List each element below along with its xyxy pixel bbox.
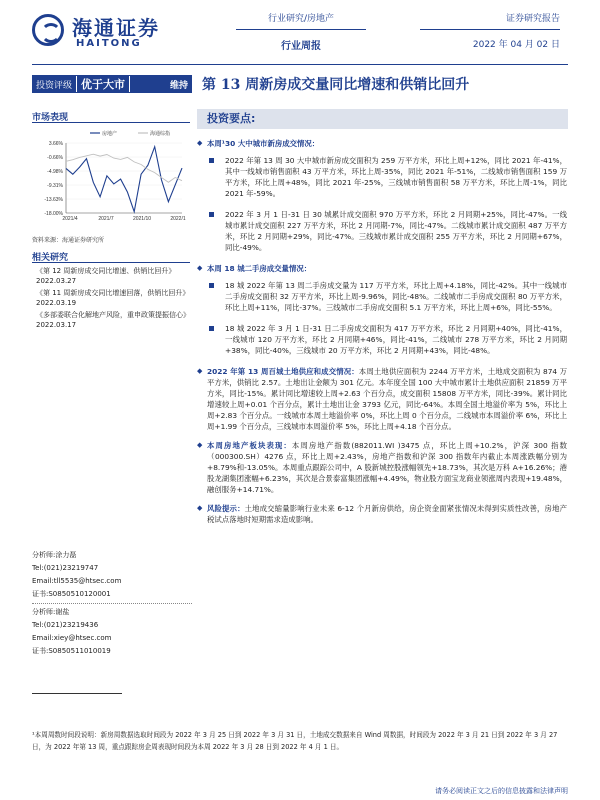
analyst-cert: 证书:S0850511010019	[32, 647, 111, 655]
section-heading: 本周¹30 大中城市新房成交情况：	[207, 139, 320, 148]
report-category-block	[236, 11, 366, 52]
section-sector	[197, 440, 567, 495]
company-name-en: HAITONG	[76, 38, 142, 49]
analyst-tel: Tel:(021)23219747	[32, 564, 99, 572]
y-tick-label: -4.98%	[47, 169, 63, 175]
x-tick-label: 2022/1	[170, 216, 186, 222]
analyst-contacts	[32, 549, 192, 658]
related-section-title: 相关研究	[32, 253, 69, 263]
y-tick-label: -13.63%	[44, 197, 63, 203]
analyst-tel: Tel:(021)23219436	[32, 621, 99, 629]
analyst-divider	[32, 603, 192, 604]
rating-change: 维持	[169, 80, 188, 91]
bullet-item: 18 城 2022 年 3 月 1 日-31 日二手房成交面积为 417 万平方米，环比 2 月同期+40%，同比-41%，一线城市 120 万平方米，环比 2 月同期+46%，同比-41%，二线城市 278 万平方米，环比 2 月同期+38%，同比-40%，三线城市 20 万平方米，环比 2 月同期+43%，同比-48%。	[197, 323, 567, 356]
bullet-item: 18 城 2022 年第 13 周二手房成交量为 117 万平方米，环比上周+4.18%，同比-42%。其中一线城市二手房成交面积 32 万平方米，环比上周-9.96%，同比-48%。二线城市二手房成交面积 80 万平方米，环比上周+11%，同比-37%。三线城市二手房成交面积 5.1 万平方米，环比上周+6%，同比-55%。	[197, 280, 567, 313]
series-line-composite	[66, 154, 182, 182]
keypoints-content	[197, 138, 567, 527]
legend-label: 海通综指	[150, 131, 171, 137]
related-item[interactable]	[36, 310, 190, 330]
legal-footer: 请务必阅读正文之后的信息披露和法律声明	[435, 787, 568, 795]
section-heading: 本周房地产板块表现：	[207, 441, 292, 450]
section-text: 土地成交缩量影响行业未来 6-12 个月新房供给，房企资金面紧张情况未得到实质性改善，房地产税试点落地时短期需求造成影响。	[207, 504, 567, 524]
bullet-item: 2022 年 3 月 1 日-31 日 30 城累计成交面积 970 万平方米，环比 2 月同期+25%，同比-47%。一线城市累计成交面积 227 万平方米，环比 2 月同期-7%，同比-47%。二线城市累计成交面积 487 万平方米，环比 2 月同期+29%，同比-47%。三线城市累计成交面积 255 万平方米，环比 2 月同期+67%，同比-49%。	[197, 209, 567, 253]
company-logo	[32, 12, 207, 52]
related-item-date: 2022.03.19	[36, 299, 77, 307]
footnote-divider	[32, 693, 122, 694]
related-item-title: 《多部委联合化解地产风险，重申政策提振信心》	[36, 311, 190, 319]
report-category: 行业研究/房地产	[236, 11, 366, 30]
related-section-divider	[32, 262, 190, 263]
market-section-title: 市场表现	[32, 113, 69, 123]
rating-bar	[32, 75, 192, 93]
section-heading: 风险提示：	[207, 504, 245, 513]
related-item[interactable]	[36, 288, 190, 308]
report-series: 证券研究报告	[420, 11, 560, 30]
related-item-date: 2022.03.27	[36, 277, 77, 285]
section-heading: 2022 年第 13 周百城土地供应和成交情况：	[207, 367, 359, 376]
section-text: 本周土地供应面积为 2244 万平方米，土地成交面积为 874 万平方米，供销比 2.57。土地出让金额为 301 亿元。本年度全国 100 大中城市累计土地供应面积 21859 万平方米，同比-15%。累计同比增速较上周+2.63 个百分点，成交面积 15808 万平方米，同比-39%。累计同比增速较上周+0.01 个百分点，累计土地出让金 3793 亿元，同比-64%。本周全国土地溢价率为 5%，环比上周+2.83 个百分点。一线城市本周土地溢价率 0%，环比上周 0 个百分点，二线城市本周溢价率 6%，环比上周+1.99 个百分点，三线城市本周溢价率 5%，环比上周+4.18 个百分点。	[207, 367, 567, 431]
footnote: ¹本周周数时间段说明：新房周数据选取时间段为 2022 年 3 月 25 日到 2022 年 3 月 31 日，土地成交数据来自 Wind 周数据，时间段为 2022 年 3 月 21 日到 2022 年 3 月 27 日，为 2022 年第 13 周，重点跟踪房企周表现时间段为本周 2022 年 3 月 28 日到 2022 年 4 月 1 日。	[32, 731, 558, 751]
logo-mark-icon	[32, 14, 64, 46]
header-divider	[32, 64, 568, 65]
report-type: 行业周报	[281, 41, 321, 52]
section-heading: 本周 18 城二手房成交量情况：	[207, 264, 312, 273]
x-tick-label: 2021/7	[98, 216, 114, 222]
section-land	[197, 366, 567, 432]
analyst-name: 分析师:涂力磊	[32, 551, 77, 559]
section-risk	[197, 503, 567, 525]
report-title: 第 13 周新房成交量同比增速和供销比回升	[202, 77, 470, 93]
x-tick-label: 2021/4	[62, 216, 78, 222]
keypoints-header: 投资要点:	[197, 109, 568, 129]
report-meta-block	[420, 11, 560, 50]
analyst-name: 分析师:谢盐	[32, 608, 70, 616]
y-tick-label: 3.66%	[48, 141, 63, 147]
y-tick-label: -9.31%	[47, 183, 63, 189]
section-new-home	[197, 138, 567, 149]
market-chart	[32, 125, 192, 225]
x-tick-label: 2021/10	[132, 216, 152, 222]
rating-label: 投资评级	[36, 80, 73, 91]
analyst-cert: 证书:S0850510120001	[32, 590, 111, 598]
chart-source: 资料来源：海通证券研究所	[32, 237, 105, 244]
market-section-divider	[32, 122, 190, 123]
section-text: 本周房地产指数(882011.WI )3475 点，环比上周+10.2%，沪深 300 指数（000300.SH）4276 点，环比上周+2.43%，房地产指数和沪深 300 指数年内截止本周涨跌幅分别为+8.79%和-13.05%。本周重点跟踪公司中，A 股新城控股涨幅领先+18.73%，其次是万科 A+16.26%；港股龙湖集团涨幅+6.23%，其次是合景泰富集团涨幅+4.49%，物业股方面宝龙商业领涨周内表现+19.48%，融创服务+14.71%。	[207, 441, 567, 494]
y-tick-label: -0.66%	[47, 155, 63, 161]
company-name-cn: 海通证券	[72, 16, 160, 40]
related-item[interactable]	[36, 266, 190, 286]
rating-value: 优于大市	[76, 76, 130, 92]
related-item-title: 《第 12 周新房成交同比增速、供销比回升》	[36, 267, 176, 275]
related-item-date: 2022.03.17	[36, 321, 77, 329]
bullet-item: 2022 年第 13 周 30 大中城市新房成交面积为 259 万平方米，环比上周+12%，同比 2021 年-41%，其中一线城市销售面积 43 万平方米，环比上周-35%，同比 2021 年-51%，二线城市销售面积 159 万平方米，环比上周+48%，同比 2021 年-25%，三线城市销售面积 58 万平方米，环比上周-1%，同比 2021 年-59%。	[197, 155, 567, 199]
analyst-email[interactable]: Email:tll5535@htsec.com	[32, 577, 122, 585]
y-tick-label: -18.00%	[44, 211, 63, 217]
analyst-email[interactable]: Email:xiey@htsec.com	[32, 634, 112, 642]
legend-label: 房地产	[102, 131, 118, 137]
related-item-title: 《第 11 周新房成交同比增速回落，供销比回升》	[36, 289, 190, 297]
section-second-hand	[197, 263, 567, 274]
report-date: 2022 年 04 月 02 日	[472, 40, 560, 50]
related-list	[36, 266, 190, 332]
